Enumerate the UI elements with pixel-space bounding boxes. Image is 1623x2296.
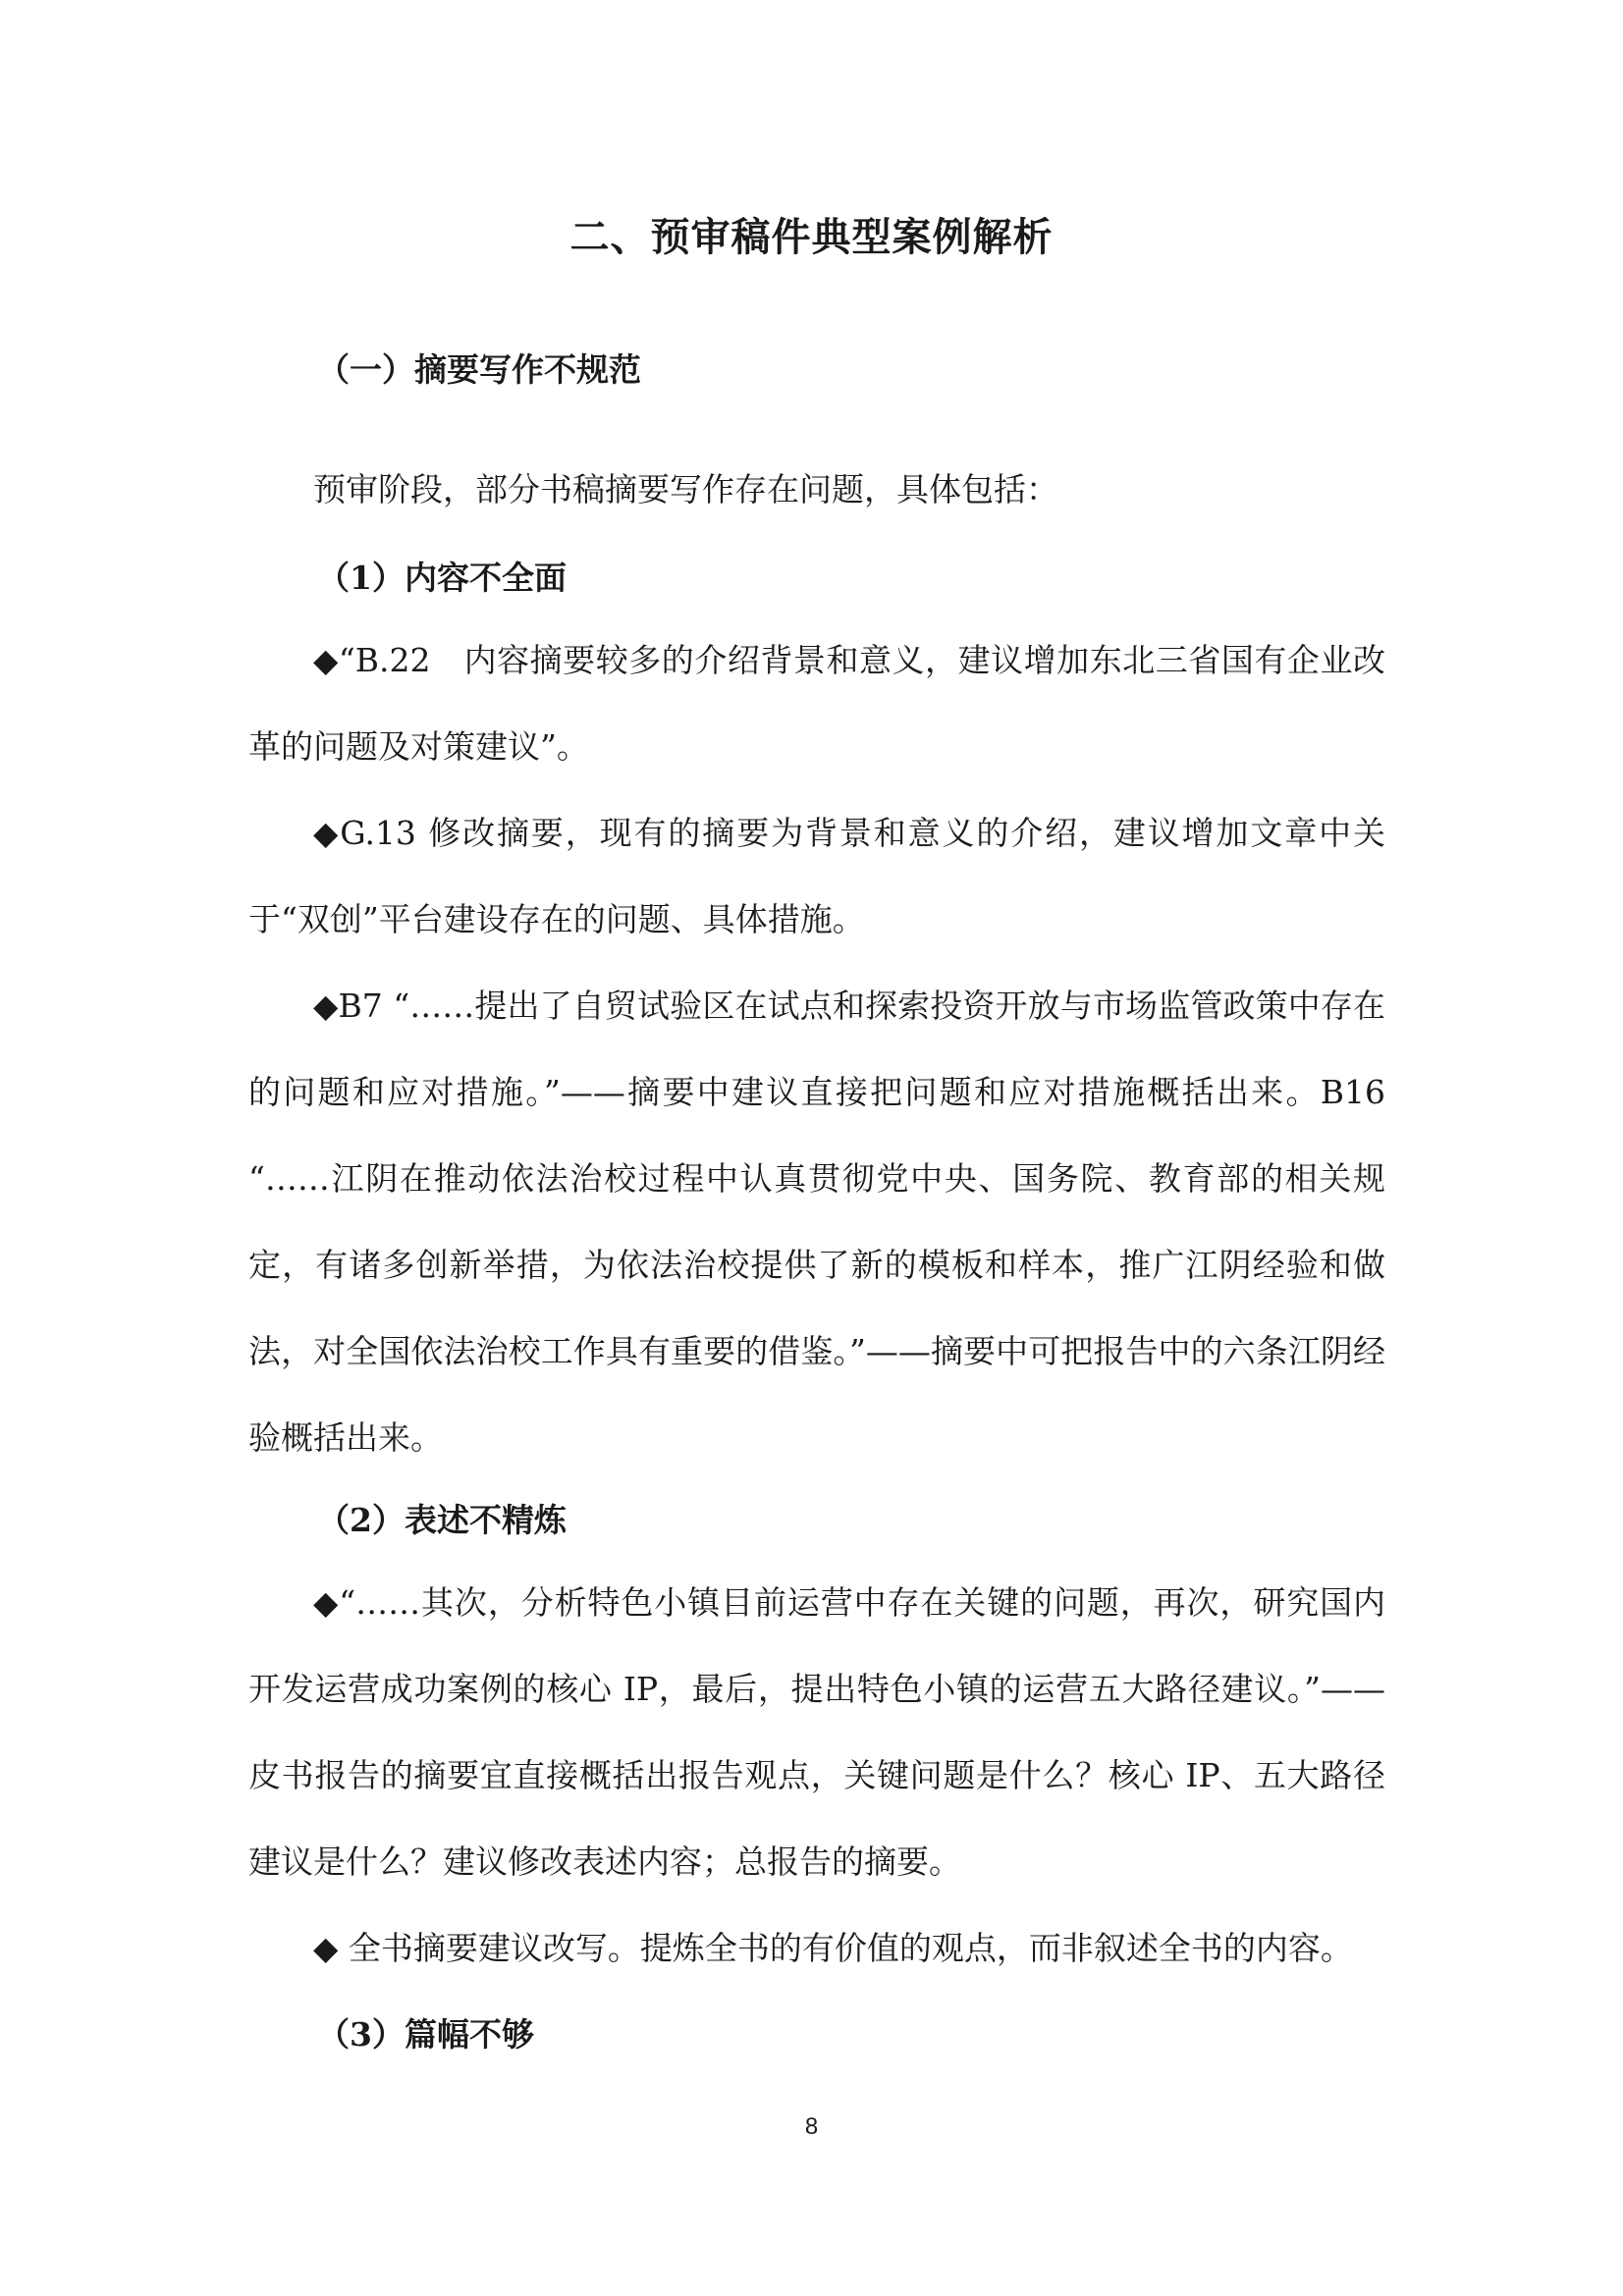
intro-paragraph: 预审阶段，部分书稿摘要写作存在问题，具体包括： <box>313 470 1058 508</box>
case-paragraph-full-book: ◆ 全书摘要建议改写。提炼全书的有价值的观点，而非叙述全书的内容。 <box>313 1929 1353 1967</box>
page-title: 二、预审稿件典型案例解析 <box>569 214 1054 260</box>
subheading-incomplete-content: （1）内容不全面 <box>317 559 567 597</box>
case-paragraph-town: ◆“……其次，分析特色小镇目前运营中存在关键的问题，再次，研究国内开发运营成功案例的核心 IP，最后，提出特色小镇的运营五大路径建议。”——皮书报告的摘要宜直接概括出报告观点，关键问题是什么？核心 IP、五大路径建议是什么？建议修改表述内容；总报告的摘要。 <box>248 1583 1385 1881</box>
case-paragraph-b22: ◆“B.22 内容摘要较多的介绍背景和意义，建议增加东北三省国有企业改革的问题及对策建议”。 <box>248 641 1385 766</box>
subheading-not-concise: （2）表述不精炼 <box>317 1501 567 1539</box>
page-number: 8 <box>804 2113 819 2140</box>
subheading-insufficient-length: （3）篇幅不够 <box>317 2015 534 2054</box>
case-paragraph-g13: ◆G.13 修改摘要，现有的摘要为背景和意义的介绍，建议增加文章中关于“双创”平台建设存在的问题、具体措施。 <box>248 814 1385 938</box>
section-heading: （一）摘要写作不规范 <box>317 350 641 389</box>
case-paragraph-b7-b16: ◆B7 “……提出了自贸试验区在试点和探索投资开放与市场监管政策中存在的问题和应对措施。”——摘要中建议直接把问题和应对措施概括出来。B16 “……江阴在推动依法治校过程中认真贯彻党中央、国务院、教育部的相关规定，有诸多创新举措，为依法治校提供了新的模板和样本，推广江阴经验和做法，对全国依法治校工作具有重要的借鉴。”——摘要中可把报告中的六条江阴经验概括出来。 <box>248 987 1385 1457</box>
